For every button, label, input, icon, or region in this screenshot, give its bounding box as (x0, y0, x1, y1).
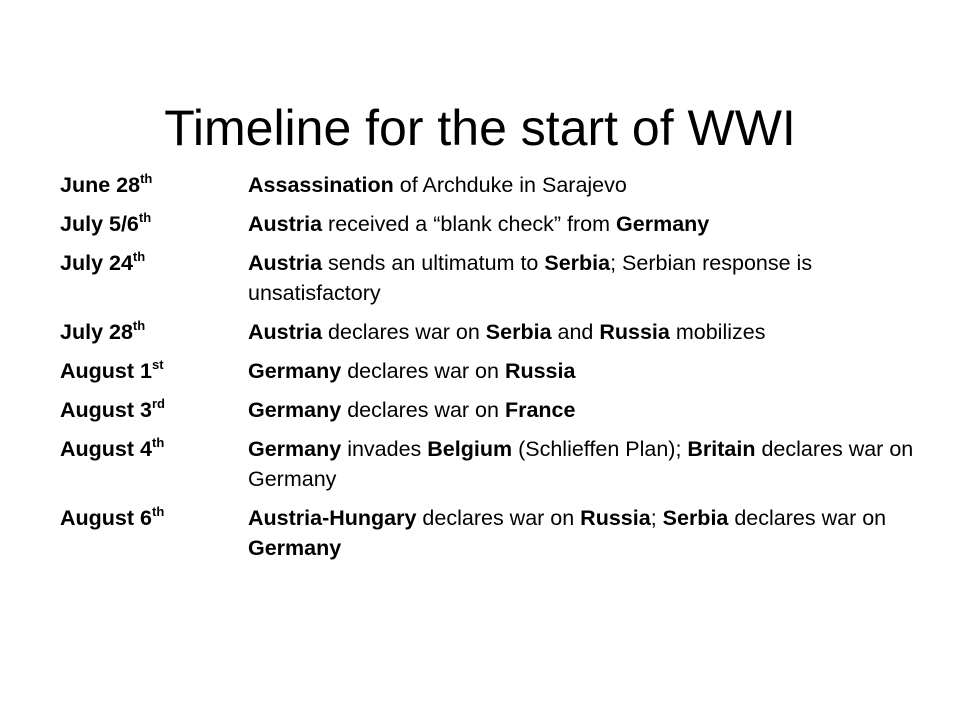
event-date-suffix: rd (151, 396, 165, 411)
event-date (60, 434, 248, 503)
event-date-suffix: st (151, 357, 164, 372)
event-description (248, 248, 920, 317)
event-description (248, 356, 920, 395)
timeline-body (60, 170, 920, 572)
event-description (248, 395, 920, 434)
timeline-row (60, 317, 920, 356)
event-entity: Germany (248, 359, 342, 383)
event-date (60, 209, 248, 248)
event-entity: Belgium (427, 437, 513, 461)
timeline-table (60, 170, 920, 572)
event-entity: Germany (248, 536, 342, 560)
event-text: declares war on Germany (248, 437, 914, 491)
timeline-row (60, 170, 920, 209)
event-text: ; (650, 506, 663, 530)
event-description (248, 317, 920, 356)
event-description (248, 209, 920, 248)
event-date-text: July 28 (60, 320, 133, 344)
event-date-text: August 3 (60, 398, 152, 422)
event-text: of Archduke in Sarajevo (393, 173, 627, 197)
event-date-suffix: th (151, 435, 165, 450)
event-date-suffix: th (132, 249, 146, 264)
event-text: declares war on (416, 506, 581, 530)
event-text: sends an ultimatum to (322, 251, 545, 275)
event-date-suffix: th (151, 504, 165, 519)
event-text: declares war on (322, 320, 486, 344)
timeline-row (60, 434, 920, 503)
event-date-text: August 1 (60, 359, 152, 383)
event-entity: Assassination (248, 173, 394, 197)
event-date (60, 248, 248, 317)
event-entity: Serbia (485, 320, 552, 344)
event-description (248, 503, 920, 572)
event-date-suffix: th (138, 210, 152, 225)
event-entity: Austria (248, 251, 323, 275)
event-date (60, 170, 248, 209)
event-text: declares war on (728, 506, 887, 530)
event-text: received a “blank check” from (322, 212, 617, 236)
event-date (60, 317, 248, 356)
event-entity: Germany (248, 398, 342, 422)
event-date (60, 395, 248, 434)
event-date-suffix: th (140, 171, 153, 186)
event-date-text: July 5/6 (60, 212, 139, 236)
event-entity: Russia (580, 506, 651, 530)
slide-title: Timeline for the start of WWI (164, 99, 796, 156)
event-date (60, 503, 248, 572)
event-entity: Germany (248, 437, 342, 461)
event-text: and (551, 320, 600, 344)
event-date-text: August 4 (60, 437, 152, 461)
event-entity: Austria-Hungary (248, 506, 417, 530)
event-description (248, 434, 920, 503)
event-entity: Austria (248, 212, 323, 236)
event-text: invades (341, 437, 428, 461)
timeline-row (60, 248, 920, 317)
event-description (248, 170, 920, 209)
event-text: ; Serbian response is unsatisfactory (248, 251, 813, 305)
event-text: declares war on (341, 398, 505, 422)
event-entity: Russia (504, 359, 576, 383)
event-text: mobilizes (669, 320, 766, 344)
timeline-row (60, 395, 920, 434)
timeline-row (60, 356, 920, 395)
event-entity: Austria (248, 320, 323, 344)
event-date-suffix: th (132, 318, 146, 333)
event-text: declares war on (341, 359, 505, 383)
event-date-text: July 24 (60, 251, 133, 275)
event-date (60, 356, 248, 395)
event-date-text: June 28 (60, 173, 141, 197)
event-entity: Russia (599, 320, 670, 344)
event-text: (Schlieffen Plan); (512, 437, 688, 461)
event-entity: Britain (687, 437, 756, 461)
timeline-row (60, 503, 920, 572)
event-entity: France (504, 398, 576, 422)
event-date-text: August 6 (60, 506, 152, 530)
event-entity: Germany (616, 212, 710, 236)
event-entity: Serbia (662, 506, 729, 530)
event-entity: Serbia (544, 251, 611, 275)
timeline-row (60, 209, 920, 248)
